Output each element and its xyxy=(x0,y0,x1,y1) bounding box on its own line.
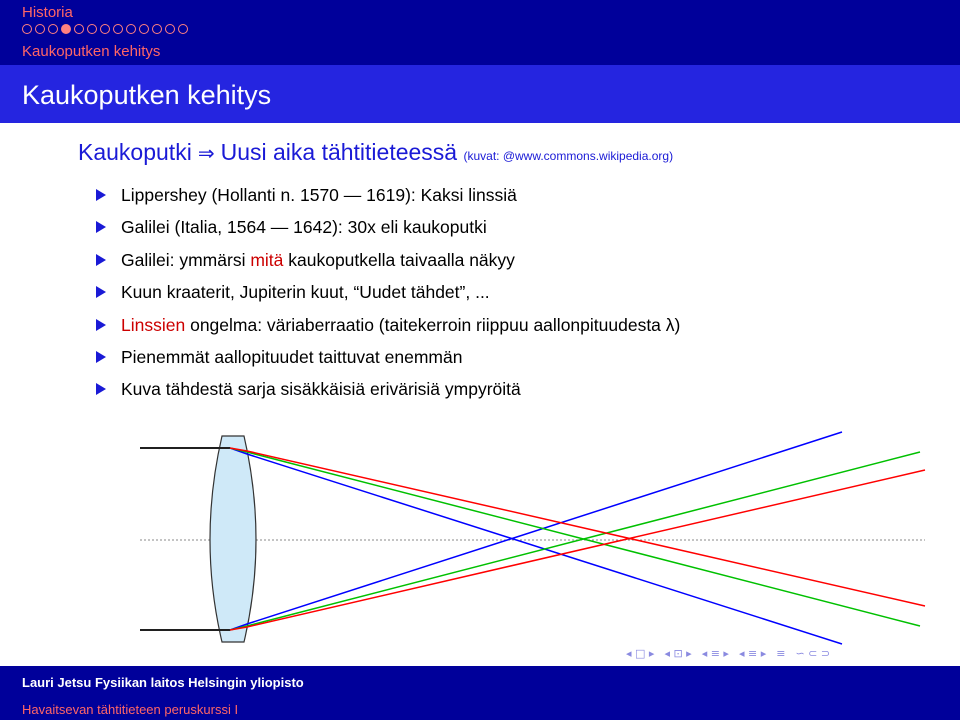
nav-dot[interactable] xyxy=(22,24,32,34)
footer-course-bar xyxy=(0,699,960,720)
ray-blue-bottom xyxy=(230,432,842,630)
block-title xyxy=(78,139,673,166)
nav-dot[interactable] xyxy=(139,24,149,34)
list-item: Lippershey (Hollanti n. 1570 — 1619): Kaksi linssiä xyxy=(96,185,680,217)
subsection-nav-icon[interactable]: ◂ ≡ ▸ xyxy=(701,647,729,660)
triangle-bullet-icon xyxy=(96,351,106,363)
nav-dot[interactable] xyxy=(35,24,45,34)
toc-nav-icon[interactable]: ≡ xyxy=(776,647,786,660)
nav-dot[interactable] xyxy=(178,24,188,34)
navigation-symbols xyxy=(626,647,830,660)
ray-red-bottom xyxy=(230,470,925,630)
nav-dot[interactable] xyxy=(126,24,136,34)
list-item: Galilei (Italia, 1564 — 1642): 30x eli kaukoputki xyxy=(96,217,680,249)
nav-dot[interactable] xyxy=(61,24,71,34)
list-item: Kuva tähdestä sarja sisäkkäisiä erivärisiä ympyröitä xyxy=(96,379,680,411)
frame-title: Kaukoputken kehitys xyxy=(22,80,272,110)
chromatic-aberration-diagram xyxy=(0,430,960,660)
slide-nav-icon[interactable]: ◂ ⊡ ▸ xyxy=(664,647,692,660)
implies-arrow: ⇒ xyxy=(197,141,215,165)
image-source: (kuvat: @www.commons.wikipedia.org) xyxy=(463,149,674,163)
block-title-right: Uusi aika tähtitieteessä xyxy=(220,139,458,165)
bullet-list xyxy=(96,185,680,412)
search-back-icon[interactable]: ∽ ⊂ ⊃ xyxy=(795,647,831,660)
triangle-bullet-icon xyxy=(96,383,106,395)
lens xyxy=(210,436,256,642)
nav-dot[interactable] xyxy=(74,24,84,34)
triangle-bullet-icon xyxy=(96,254,106,266)
nav-dot[interactable] xyxy=(152,24,162,34)
frame-nav-icon[interactable]: ◂ □ ▸ xyxy=(626,647,655,660)
list-item: Pienemmät aallopituudet taittuvat enemmän xyxy=(96,347,680,379)
list-item: Linssien ongelma: väriaberraatio (taitekerroin riippuu aallonpituudesta λ) xyxy=(96,315,680,347)
triangle-bullet-icon xyxy=(96,319,106,331)
nav-dot[interactable] xyxy=(48,24,58,34)
footer-author: Lauri Jetsu Fysiikan laitos Helsingin yliopisto xyxy=(22,675,304,690)
section-nav-icon[interactable]: ◂ ≡ ▸ xyxy=(738,647,767,660)
nav-dot[interactable] xyxy=(113,24,123,34)
section-link[interactable]: Historia xyxy=(22,4,73,21)
frame-title-bar xyxy=(0,65,960,123)
ray-green-top xyxy=(230,448,920,626)
footer-course: Havaitsevan tähtitieteen peruskurssi I xyxy=(22,702,239,717)
nav-dot[interactable] xyxy=(165,24,175,34)
ray-blue-top xyxy=(230,448,842,644)
footer-author-bar xyxy=(0,666,960,699)
triangle-bullet-icon xyxy=(96,221,106,233)
nav-dot[interactable] xyxy=(87,24,97,34)
list-item: Kuun kraaterit, Jupiterin kuut, “Uudet tähdet”, ... xyxy=(96,282,680,314)
nav-dots[interactable] xyxy=(22,24,188,34)
triangle-bullet-icon xyxy=(96,189,106,201)
ray-green-bottom xyxy=(230,452,920,630)
block-title-left: Kaukoputki xyxy=(78,139,192,165)
triangle-bullet-icon xyxy=(96,286,106,298)
nav-dot[interactable] xyxy=(100,24,110,34)
list-item: Galilei: ymmärsi mitä kaukoputkella taivaalla näkyy xyxy=(96,250,680,282)
subsection-link[interactable]: Kaukoputken kehitys xyxy=(22,43,161,60)
headline-bar xyxy=(0,0,960,65)
ray-red-top xyxy=(230,448,925,606)
